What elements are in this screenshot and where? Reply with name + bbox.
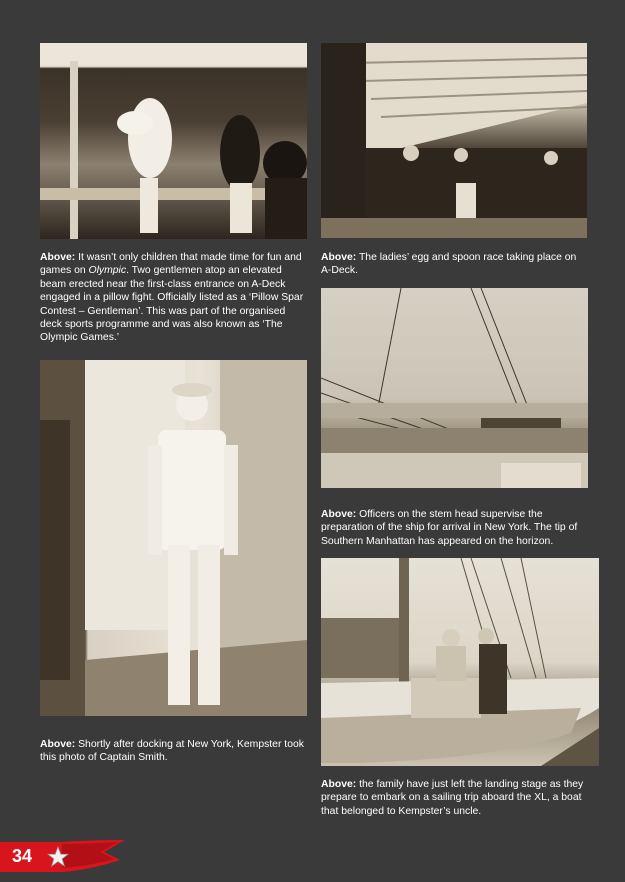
caption-text: It wasn’t only children that made time for fun and games on xyxy=(40,252,302,277)
caption-egg-spoon-race: Above: The ladies’ egg and spoon race taking place on A-Deck. xyxy=(321,252,577,277)
caption-label: Above xyxy=(40,739,72,750)
photo-captain-smith-image xyxy=(40,360,307,716)
caption-text: The ladies’ egg and spoon race taking place on A-Deck. xyxy=(321,252,577,277)
photo-egg-spoon-race xyxy=(321,43,587,238)
photo-sailing-boat xyxy=(321,558,599,766)
caption-text: Officers on the stem head supervise the preparation of the ship for arrival in New York. The tip of Southern Manhattan has appeared on the horizon. xyxy=(321,509,578,547)
caption-label: Above xyxy=(321,252,353,263)
photo-sailing-boat-image xyxy=(321,558,599,766)
photo-egg-spoon-race-image xyxy=(321,43,587,238)
page-number: 34 xyxy=(12,846,33,866)
photo-officers-stem-head xyxy=(321,288,588,488)
star-icon xyxy=(47,846,69,868)
caption-text: the family have just left the landing stage as they prepare to embark on a sailing trip aboard the XL, a boat that belonged to Kempster’s uncle. xyxy=(321,779,584,817)
photo-pillow-fight-image xyxy=(40,43,307,239)
caption-label: Above xyxy=(321,779,353,790)
caption-officers: Above: Officers on the stem head supervise the preparation of the ship for arrival in New York. The tip of Southern Manhattan has appeared on the horizon. xyxy=(321,509,578,547)
caption-label: Above xyxy=(40,252,72,263)
ship-name-italic: Olympic xyxy=(88,265,127,277)
photo-captain-smith xyxy=(40,360,307,716)
caption-pillow-fight: Above: It wasn’t only children that made time for fun and games on Olympic. Two gentlemen atop an elevated beam erected near the first-class entrance on A-Deck engaged in a pillow fight. Officially listed as a ‘Pillow Spar Contest – Gentleman’. This was part of the organised deck sports programme and was also known as ‘The Olympic Games.’ xyxy=(40,252,304,344)
photo-officers-image xyxy=(321,288,588,488)
caption-label: Above xyxy=(321,509,353,520)
photo-pillow-fight xyxy=(40,43,307,239)
caption-text-continued: . Two gentlemen atop an elevated beam erected near the first-class entrance on A-Deck engaged in a pillow fight. Officially listed as a ‘Pillow Spar Contest – Gentleman’. This was part of the organised deck sports programme and was also known as ‘The Olympic Games.’ xyxy=(40,265,304,344)
caption-captain-smith: Above: Shortly after docking at New York, Kempster took this photo of Captain Smith. xyxy=(40,739,304,764)
caption-text: Shortly after docking at New York, Kempster took this photo of Captain Smith. xyxy=(40,739,304,764)
caption-sailing: Above: the family have just left the landing stage as they prepare to embark on a sailing trip aboard the XL, a boat that belonged to Kempster’s uncle. xyxy=(321,779,584,817)
